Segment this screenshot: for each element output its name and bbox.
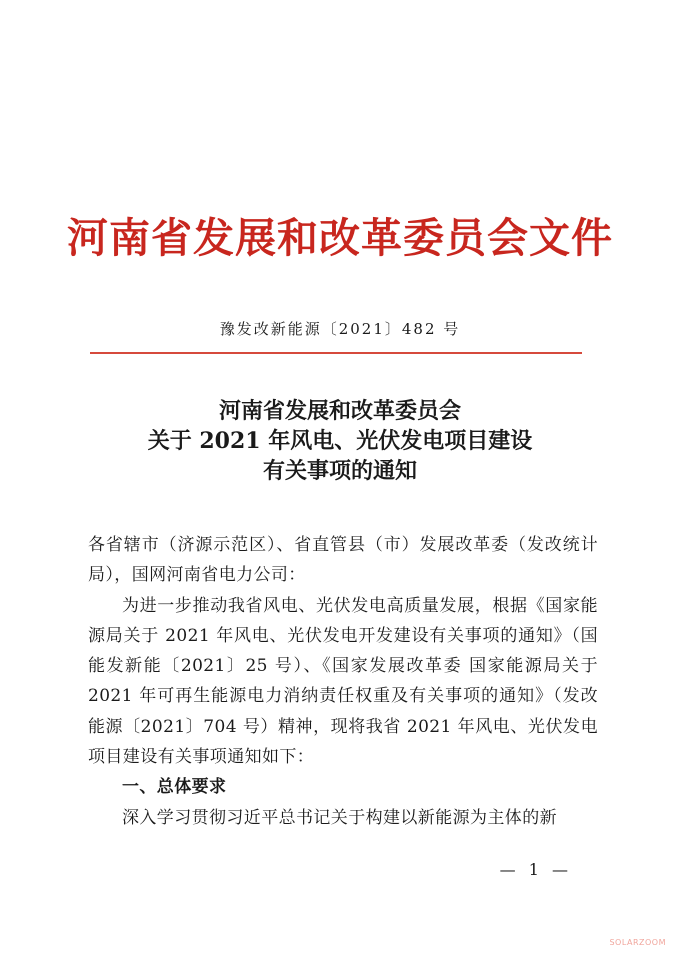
- document-masthead: 河南省发展和改革委员会文件: [67, 214, 613, 262]
- document-title: [0, 396, 680, 486]
- addressee-paragraph: 各省辖市（济源示范区）、省直管县（市）发展改革委（发改统计局），国网河南省电力公司：: [88, 535, 598, 586]
- title-line-3: 有关事项的通知: [262, 458, 417, 484]
- watermark-text: SOLARZOOM: [609, 938, 666, 947]
- intro-paragraph: 为进一步推动我省风电、光伏发电高质量发展，根据《国家能源局关于 2021 年风电、光伏发电开发建设有关事项的通知》（国能发新能〔2021〕25 号）、《国家发展改革委 国家能源局关于 2021 年可再生能源电力消纳责任权重及有关事项的通知》（发改能源〔2021〕704 号）精神，现将我省 2021 年风电、光伏发电项目建设有关事项通知如下：: [88, 595, 598, 768]
- page-number: — 1 —: [499, 860, 572, 879]
- document-body: [88, 530, 598, 833]
- section-heading: 一、总体要求: [122, 777, 227, 798]
- title-line-2: 关于 2021 年风电、光伏发电项目建设: [147, 428, 533, 454]
- document-number: 豫发改新能源〔2021〕482 号: [219, 320, 461, 338]
- section-paragraph: 深入学习贯彻习近平总书记关于构建以新能源为主体的新: [122, 807, 557, 828]
- title-line-1: 河南省发展和改革委员会: [218, 398, 461, 424]
- red-divider-line: [90, 352, 582, 354]
